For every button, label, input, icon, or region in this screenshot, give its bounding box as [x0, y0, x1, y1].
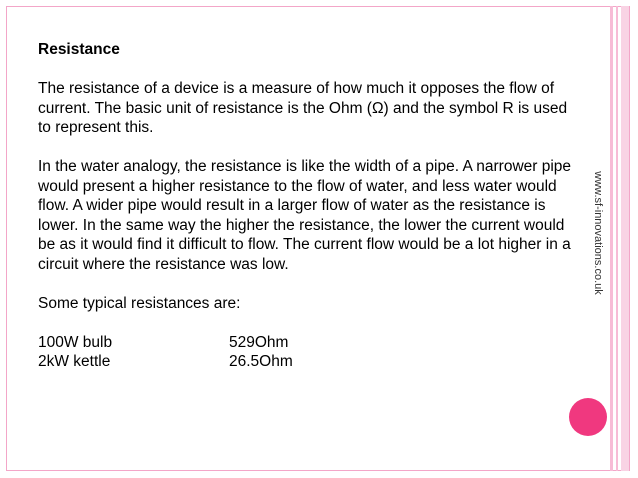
decorative-pink-circle — [569, 398, 607, 436]
slide-body — [38, 40, 583, 372]
resistance-value: 26.5Ohm — [229, 353, 293, 370]
resistance-row — [38, 333, 583, 353]
device-name: 100W bulb — [38, 333, 113, 351]
device-name: 2kW kettle — [38, 353, 111, 370]
slide-title: Resistance — [38, 41, 120, 58]
decorative-stripe — [621, 6, 629, 471]
paragraph-water-analogy: In the water analogy, the resistance is like the width of a pipe. A narrower pipe would present a higher resistance to the flow of water, and less water would flow. A wider pipe would result in a larger flow of water as the resistance is lower. In the same way the higher the resistance, the lower the current would be as it would find it difficult to flow. The current flow would be a lot higher in a circuit where the resistance was low. — [38, 158, 572, 273]
paragraph-typical-intro: Some typical resistances are: — [38, 294, 241, 312]
decorative-stripe — [610, 6, 613, 471]
website-label — [588, 168, 608, 298]
paragraph-definition: The resistance of a device is a measure of how much it opposes the flow of current. The basic unit of resistance is the Ohm (Ω) and the symbol R is used to represent this. — [38, 80, 568, 136]
website-text: www.sf-innovations.co.uk — [592, 171, 604, 295]
resistance-row — [38, 352, 583, 372]
decorative-stripe — [616, 6, 618, 471]
resistance-value: 529Ohm — [229, 333, 289, 351]
